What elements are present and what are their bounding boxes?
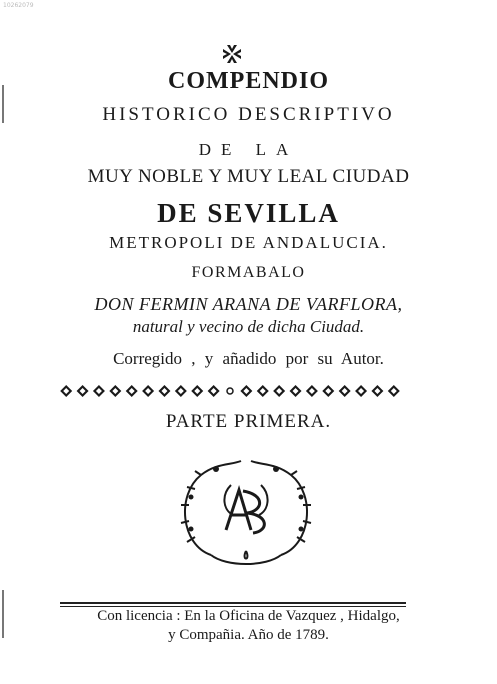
title-de-la: DE LA bbox=[198, 140, 299, 159]
fleuron-mark bbox=[371, 385, 383, 397]
formabalo-line: FORMABALO bbox=[191, 264, 306, 281]
monogram-wreath-vignette bbox=[171, 455, 321, 575]
maltese-cross-icon bbox=[222, 44, 242, 64]
fleuron-mark bbox=[227, 388, 233, 394]
fleuron-mark bbox=[93, 385, 105, 397]
fleuron-mark bbox=[290, 385, 302, 397]
imprint-line-1: Con licencia : En la Oficina de Vazquez , Hidalgo, bbox=[97, 608, 400, 624]
fleuron-mark bbox=[175, 385, 187, 397]
fleuron-mark bbox=[355, 385, 367, 397]
author-name: DON FERMIN ARANA DE VARFLORA, bbox=[94, 294, 403, 314]
fleuron-mark bbox=[60, 385, 72, 397]
fleuron-mark bbox=[322, 385, 334, 397]
fleuron-mark bbox=[257, 385, 269, 397]
fleuron-mark bbox=[240, 385, 252, 397]
imprint-line-2: y Compañia. Año de 1789. bbox=[168, 627, 329, 643]
fleuron-mark bbox=[339, 385, 351, 397]
fleuron-mark bbox=[158, 385, 170, 397]
fleuron-mark bbox=[273, 385, 285, 397]
fleuron-mark bbox=[306, 385, 318, 397]
fleuron-mark bbox=[191, 385, 203, 397]
title-metropoli: METROPOLI DE ANDALUCIA. bbox=[109, 233, 388, 252]
fleuron-mark bbox=[77, 385, 89, 397]
imprint-rule-thick bbox=[60, 602, 406, 604]
fleuron-ornament-row bbox=[58, 383, 402, 399]
edition-note: Corregido , y añadido por su Autor. bbox=[113, 349, 384, 368]
part-heading: PARTE PRIMERA. bbox=[165, 411, 332, 432]
title-compendio: COMPENDIO bbox=[168, 68, 329, 94]
title-muy-noble: MUY NOBLE Y MUY LEAL CIUDAD bbox=[87, 166, 410, 187]
imprint-rule-thin bbox=[60, 606, 406, 607]
fleuron-mark bbox=[126, 385, 138, 397]
fleuron-mark bbox=[142, 385, 154, 397]
author-note: natural y vecino de dicha Ciudad. bbox=[132, 317, 365, 336]
title-historico: HISTORICO DESCRIPTIVO bbox=[102, 104, 395, 125]
fleuron-mark bbox=[208, 385, 220, 397]
scan-reference-number: 10262079 bbox=[3, 2, 34, 9]
fleuron-mark bbox=[388, 385, 400, 397]
title-sevilla: DE SEVILLA bbox=[157, 198, 340, 228]
fleuron-mark bbox=[109, 385, 121, 397]
